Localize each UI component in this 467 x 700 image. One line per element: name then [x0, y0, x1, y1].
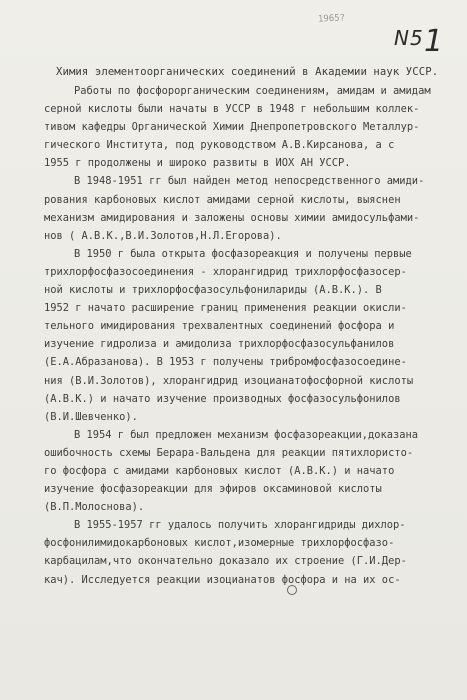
text-line: ной кислоты и трихлорфосфазосульфонилариды (А.В.К.). В	[44, 284, 382, 297]
text-line: ния (В.И.Золотов), хлорангидрид изоцианатофосфорной кислоты	[44, 374, 414, 387]
text-line: трихлорфосфазосоединения - хлорангидрид трихлорфосфазосер-	[44, 265, 407, 278]
text-line: 1952 г начато расширение границ применения реакции окисли-	[44, 302, 407, 315]
text-line: 1955 г продолжены и широко развиты в ИОХ АН УССР.	[44, 157, 351, 170]
text-line: Работы по фосфорорганическим соединениям, амидам и амидам	[74, 85, 431, 97]
text-line: кач). Исследуется реакции изоцианатов фосфора и на их ос-	[44, 573, 401, 586]
text-line: В 1950 г была открыта фосфазореакция и получены первые	[74, 247, 412, 260]
document-body	[44, 82, 440, 589]
archive-year-note: 1965?	[317, 13, 346, 25]
text-line: (В.П.Молоснова).	[44, 501, 145, 514]
text-line: нов ( А.В.К.,В.И.Золотов,Н.Л.Егорова).	[44, 229, 282, 242]
text-line: гического Института, под руководством А.В.Кирсанова, а с	[44, 139, 395, 152]
text-line: серной кислоты были начаты в УССР в 1948 г небольшим коллек-	[44, 103, 420, 116]
text-line: механизм амидирования и заложены основы химии амидосульфами-	[44, 211, 420, 224]
sheet-number: 1	[424, 24, 444, 59]
text-line: (А.В.К.) и начато изучение производных фосфазосульфонилов	[44, 392, 401, 405]
text-line: рования карбоновых кислот амидами серной кислоты, выяснен	[44, 193, 401, 206]
text-line: В 1954 г был предложен механизм фосфазореакции,доказана	[74, 428, 419, 441]
text-line: В 1948-1951 гг был найден метод непосредственного амиди-	[74, 175, 425, 188]
text-line: ошибочность схемы Берара-Вальдена для реакции пятихлористо-	[44, 446, 414, 459]
text-line: фосфонилимидокарбоновых кислот,изомерные трихлорфосфазо-	[44, 537, 395, 550]
text-line: В 1955-1957 гг удалось получить хлорангидриды дихлор-	[74, 519, 406, 532]
page-number-label: N5	[394, 26, 424, 50]
text-line: изучение фосфазореакции для эфиров оксаминовой кислоты	[44, 483, 382, 496]
document-title: Химия элементоорганических соединений в Академии наук УССР.	[56, 66, 439, 78]
ink-mark	[287, 585, 297, 595]
text-line: тивом кафедры Органической Химии Днепропетровского Металлур-	[44, 121, 420, 134]
text-line: (В.И.Шевченко).	[44, 410, 138, 423]
text-line: го фосфора с амидами карбоновых кислот (А.В.К.) и начато	[44, 464, 395, 477]
text-line: изучение гидролиза и амидолиза трихлорфосфазосульфанилов	[44, 338, 395, 351]
text-line: карбацилам,что окончательно доказало их строение (Г.И.Дер-	[44, 555, 407, 568]
text-line: (Е.А.Абразанова). В 1953 г получены трибромфосфазосоедине-	[44, 356, 407, 369]
text-line: тельного имидирования трехвалентных соединений фосфора и	[44, 320, 395, 333]
